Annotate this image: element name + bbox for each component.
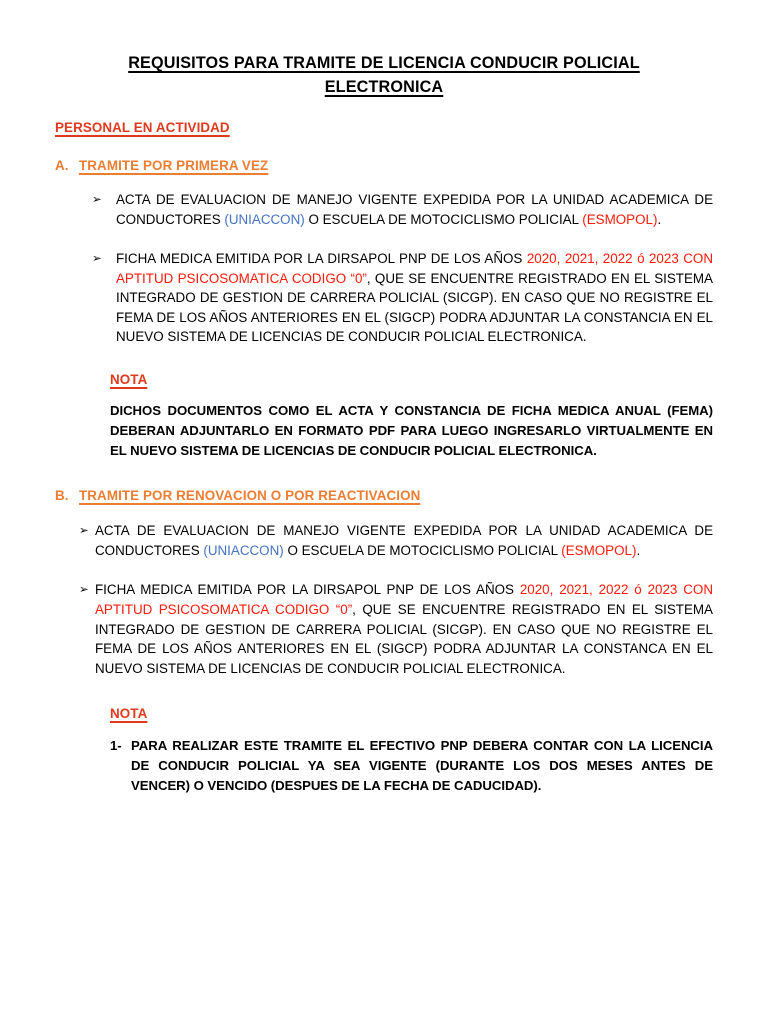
- list-item-text: [116, 249, 713, 347]
- section-a-heading: [55, 158, 713, 173]
- uniaccon-highlight: (UNIACCON): [224, 211, 305, 227]
- text-run: FICHA MEDICA EMITIDA POR LA DIRSAPOL PNP DE LOS AÑOS: [116, 251, 527, 267]
- list-item: [92, 249, 713, 347]
- nota-item-number: 1-: [110, 738, 122, 754]
- text-run: ACTA DE EVALUACION DE MANEJO VIGENTE EXPEDIDA POR LA UNIDAD ACADEMICA DE CONDUCTORES: [95, 523, 713, 558]
- arrow-bullet-icon: ➢: [79, 582, 89, 597]
- section-a-heading-text: TRAMITE POR PRIMERA VEZ: [79, 158, 269, 173]
- arrow-bullet-icon: ➢: [92, 251, 102, 266]
- section-b-nota-block: [110, 705, 713, 795]
- uniaccon-highlight: (UNIACCON): [203, 542, 284, 558]
- text-run: ACTA DE EVALUACION DE MANEJO VIGENTE EXPEDIDA POR LA UNIDAD ACADEMICA DE CONDUCTORES: [116, 192, 713, 227]
- page-title-line-1-text: REQUISITOS PARA TRAMITE DE LICENCIA CONDUCIR POLICIAL: [128, 54, 640, 72]
- list-item-text: [116, 190, 713, 229]
- list-item: [79, 580, 713, 678]
- nota-label: NOTA: [110, 371, 148, 387]
- text-run: , QUE SE ENCUENTRE REGISTRADO EN EL SISTEMA INTEGRADO DE GESTION DE CARRERA POLICIAL (SICGP). EN CASO QUE NO REGISTRE EL FEMA DE LOS AÑOS ANTERIORES EN EL (SIGCP) PODRA ADJUNTAR LA CONSTANCA EN EL NUEVO SISTEMA DE LICENCIAS DE CONDUCIR POLICIAL ELECTRONICA.: [95, 602, 713, 676]
- nota-item-text: [131, 736, 713, 795]
- page-title-line-2-text: ELECTRONICA: [324, 78, 444, 96]
- years-codigo-highlight: 2020, 2021, 2022 ó 2023 CON APTITUD PSICOSOMATICA CODIGO “0”: [116, 251, 714, 286]
- arrow-bullet-icon: ➢: [92, 192, 102, 206]
- text-run: .: [636, 542, 641, 558]
- section-b-letter: B.: [55, 488, 69, 504]
- list-item-text: [95, 580, 713, 678]
- nota-label-wrap: [110, 371, 713, 389]
- years-codigo-highlight: 2020, 2021, 2022 ó 2023 CON APTITUD PSICOSOMATICA CODIGO “0”: [95, 582, 714, 618]
- arrow-bullet-icon: ➢: [79, 523, 89, 538]
- section-a-letter: A.: [55, 158, 69, 173]
- section-b-heading-text: TRAMITE POR RENOVACION O POR REACTIVACION: [79, 488, 421, 504]
- personal-en-actividad-heading: [55, 120, 713, 135]
- section-b-bullet-list: [55, 521, 713, 678]
- nota-label-wrap: [110, 705, 713, 723]
- list-item: [92, 190, 713, 229]
- section-b-heading: [55, 488, 713, 503]
- nota-numbered-item: [110, 736, 713, 795]
- esmopol-highlight: (ESMOPOL): [561, 542, 637, 558]
- section-a-bullet-list: [55, 190, 713, 347]
- list-item: [79, 521, 713, 560]
- section-a-nota-text: [110, 401, 713, 460]
- text-run: FICHA MEDICA EMITIDA POR LA DIRSAPOL PNP DE LOS AÑOS: [95, 582, 520, 598]
- text-run: , QUE SE ENCUENTRE REGISTRADO EN EL SISTEMA INTEGRADO DE GESTION DE CARRERA POLICIAL (SICGP). EN CASO QUE NO REGISTRE EL FEMA DE LOS AÑOS ANTERIORES EN EL (SIGCP) PODRA ADJUNTAR LA CONSTANCIA EN EL NUEVO SISTEMA DE LICENCIAS DE CONDUCIR POLICIAL ELECTRONICA.: [116, 270, 713, 345]
- text-run: O ESCUELA DE MOTOCICLISMO POLICIAL: [283, 542, 562, 558]
- section-a-nota-block: [110, 371, 713, 460]
- page-title: [55, 52, 713, 99]
- esmopol-highlight: (ESMOPOL): [582, 211, 658, 227]
- list-item-text: [95, 521, 713, 560]
- text-run: O ESCUELA DE MOTOCICLISMO POLICIAL: [304, 211, 583, 227]
- nota-label: NOTA: [110, 706, 148, 722]
- text-run: PARA REALIZAR ESTE TRAMITE EL EFECTIVO PNP DEBERA CONTAR CON LA LICENCIA DE CONDUCIR POLICIAL YA SEA VIGENTE (DURANTE LOS DOS MESES ANTES DE VENCER) O VENCIDO (DESPUES DE LA FECHA DE CADUCIDAD).: [131, 738, 713, 793]
- text-run: DICHOS DOCUMENTOS COMO EL ACTA Y CONSTANCIA DE FICHA MEDICA ANUAL (FEMA) DEBERAN ADJUNTARLO EN FORMATO PDF PARA LUEGO INGRESARLO VIRTUALMENTE EN EL NUEVO SISTEMA DE LICENCIAS DE CONDUCIR POLICIAL ELECTRONICA.: [110, 402, 713, 458]
- page-title-line-1: [55, 52, 713, 75]
- page-title-line-2: [55, 76, 713, 99]
- personal-en-actividad-heading-text: PERSONAL EN ACTIVIDAD: [55, 120, 230, 135]
- text-run: .: [657, 211, 662, 227]
